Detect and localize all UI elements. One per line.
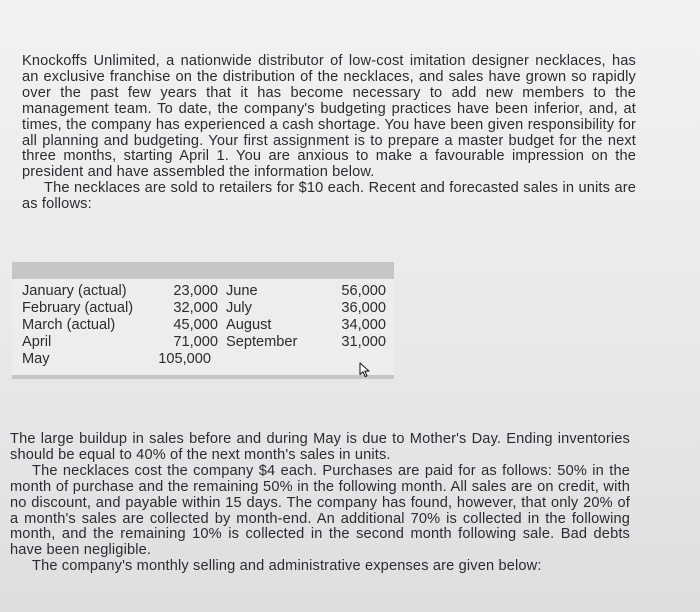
details-paragraph-2: The necklaces cost the company $4 each. Purchases are paid for as follows: 50% in the month of purchase and the remaining 50% in the following month. All sales are on credit, with no discount, and payable within 15 days. The company has found, however, that only 20% of a month's sales are collected by month-end. An additional 70% is collected in the following month, and the remaining 10% is collected in the second month following sale. Bad debts have been negligible. xyxy=(10,462,630,559)
month-label: April xyxy=(22,334,52,350)
month-label: June xyxy=(226,283,258,299)
month-label: September xyxy=(226,334,298,350)
details-paragraph-3: The company's monthly selling and administrative expenses are given below: xyxy=(32,558,542,575)
intro-text xyxy=(22,54,636,213)
units-value: 105,000 xyxy=(158,351,211,367)
table-row xyxy=(12,300,394,317)
sales-table xyxy=(12,262,394,379)
units-value: 31,000 xyxy=(341,334,386,350)
month-label: July xyxy=(226,300,252,316)
table-header-band xyxy=(12,262,394,279)
table-row xyxy=(12,334,394,351)
table-body xyxy=(12,279,394,375)
details-text xyxy=(10,432,630,575)
table-row xyxy=(12,317,394,334)
table-row xyxy=(12,283,394,300)
units-value: 36,000 xyxy=(341,300,386,316)
table-footer-band xyxy=(12,375,394,379)
month-label: January (actual) xyxy=(22,283,127,299)
details-paragraph-1: The large buildup in sales before and during May is due to Mother's Day. Ending inventories should be equal to 40% of the next month's sales in units. xyxy=(10,431,630,463)
mouse-pointer-icon xyxy=(359,362,371,383)
month-label: February (actual) xyxy=(22,300,134,316)
units-value: 34,000 xyxy=(341,317,386,333)
units-value: 32,000 xyxy=(173,300,218,316)
units-value: 56,000 xyxy=(341,283,386,299)
intro-paragraph-2: The necklaces are sold to retailers for $10 each. Recent and forecasted sales in units are as follows: xyxy=(22,180,636,213)
units-value: 71,000 xyxy=(173,334,218,350)
month-label: March (actual) xyxy=(22,317,116,333)
intro-paragraph-1: Knockoffs Unlimited, a nationwide distributor of low-cost imitation designer necklaces, has an exclusive franchise on the distribution of the necklaces, and sales have grown so rapidly over the past few years that it has become necessary to add new members to the management team. To date, the company's budgeting practices have been inferior, and, at times, the company has experienced a cash shortage. You have been given responsibility for all planning and budgeting. Your first assignment is to prepare a master budget for the next three months, starting April 1. You are anxious to make a favourable impression on the president and have assembled the information below. xyxy=(22,53,636,181)
month-label: May xyxy=(22,351,50,367)
units-value: 45,000 xyxy=(173,317,218,333)
units-value: 23,000 xyxy=(173,283,218,299)
month-label: August xyxy=(226,317,272,333)
table-row xyxy=(12,351,394,368)
